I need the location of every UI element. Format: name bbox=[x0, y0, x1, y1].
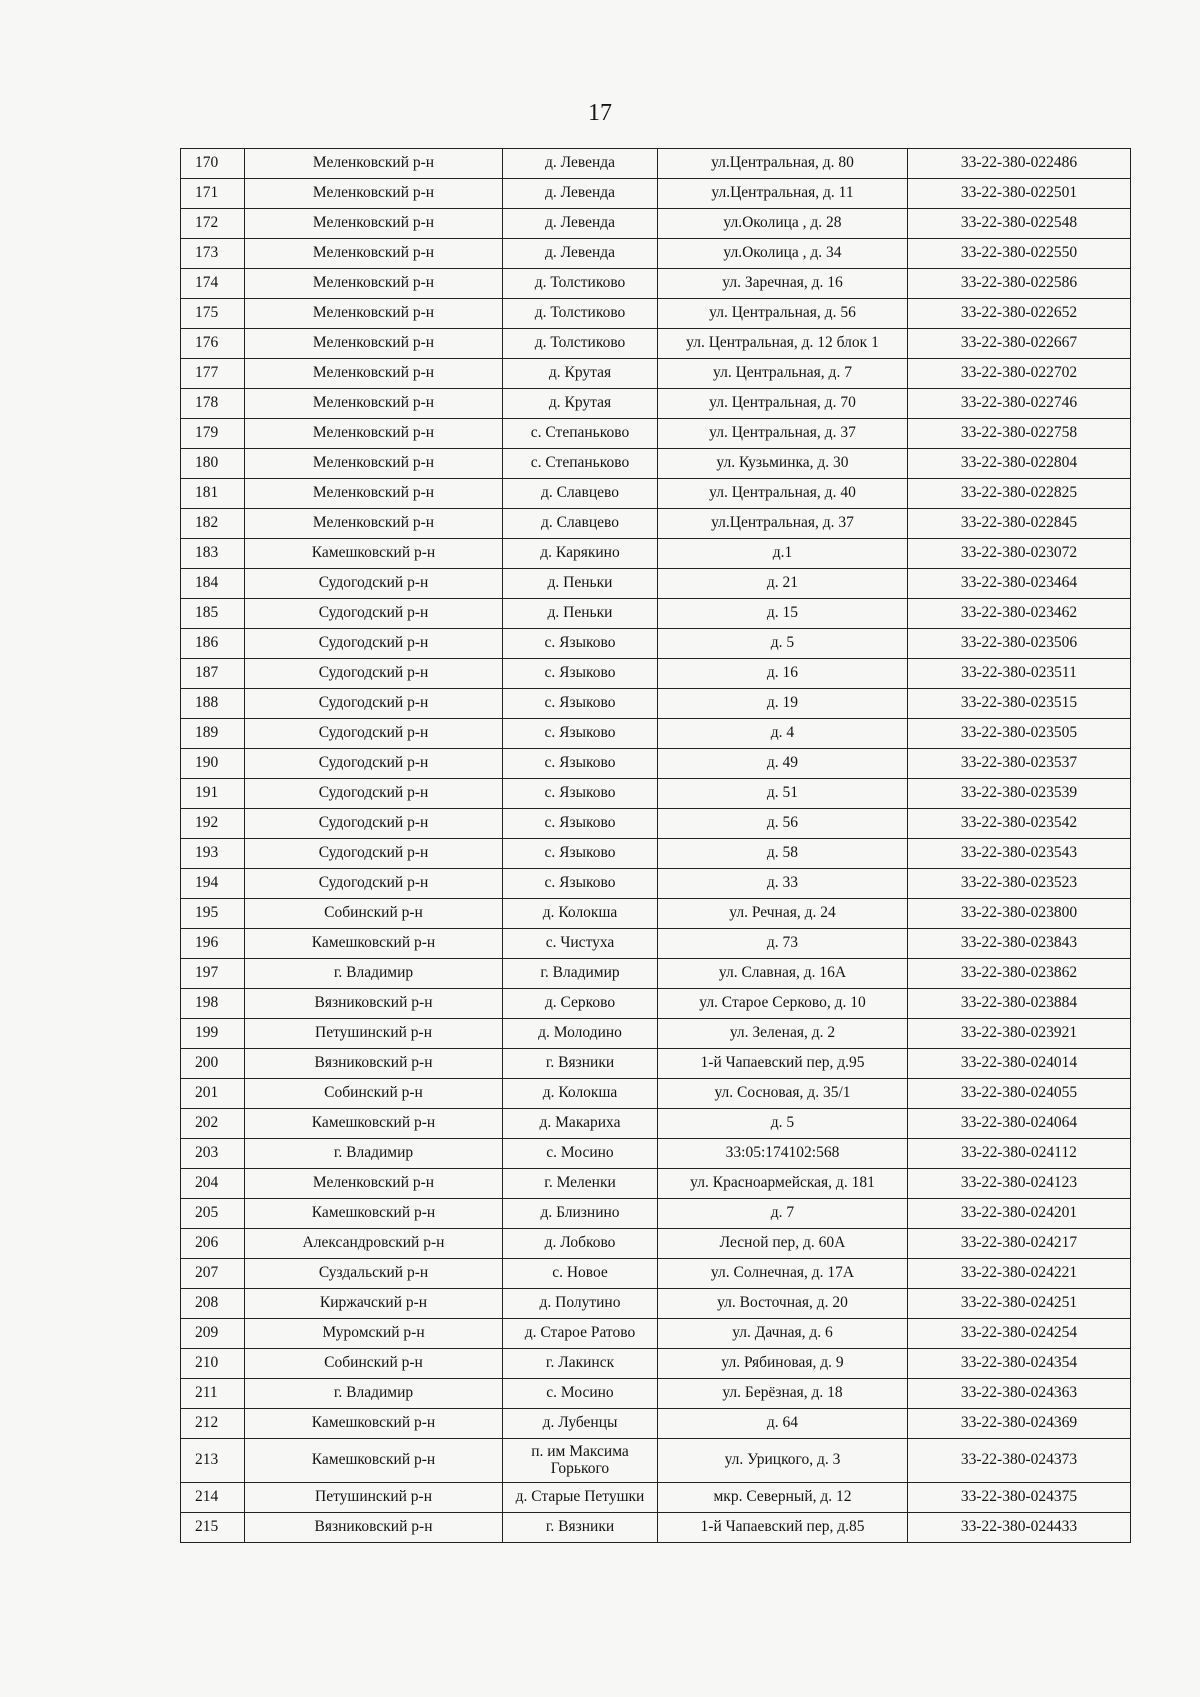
district-cell: Судогодский р-н bbox=[245, 839, 503, 869]
address-cell: д. 33 bbox=[658, 869, 908, 899]
address-cell: ул. Центральная, д. 40 bbox=[658, 479, 908, 509]
settlement-cell: д. Левенда bbox=[503, 239, 658, 269]
district-cell: Судогодский р-н bbox=[245, 659, 503, 689]
district-cell: Меленковский р-н bbox=[245, 299, 503, 329]
address-cell: д. 19 bbox=[658, 689, 908, 719]
record-code-cell: 33-22-380-023462 bbox=[908, 599, 1131, 629]
table-row bbox=[181, 809, 1131, 839]
record-code-cell: 33-22-380-024221 bbox=[908, 1259, 1131, 1289]
district-cell: Судогодский р-н bbox=[245, 569, 503, 599]
table-row bbox=[181, 1169, 1131, 1199]
settlement-cell: д. Крутая bbox=[503, 359, 658, 389]
record-code-cell: 33-22-380-024369 bbox=[908, 1409, 1131, 1439]
record-code-cell: 33-22-380-022501 bbox=[908, 179, 1131, 209]
address-cell: ул. Центральная, д. 37 bbox=[658, 419, 908, 449]
address-cell: ул. Рябиновая, д. 9 bbox=[658, 1349, 908, 1379]
table-row bbox=[181, 239, 1131, 269]
address-cell: ул. Речная, д. 24 bbox=[658, 899, 908, 929]
district-cell: Меленковский р-н bbox=[245, 389, 503, 419]
settlement-cell: д. Лубенцы bbox=[503, 1409, 658, 1439]
settlement-cell: д. Левенда bbox=[503, 209, 658, 239]
address-cell: ул.Центральная, д. 11 bbox=[658, 179, 908, 209]
table-body bbox=[181, 149, 1131, 1543]
record-code-cell: 33-22-380-022702 bbox=[908, 359, 1131, 389]
address-cell: ул. Зеленая, д. 2 bbox=[658, 1019, 908, 1049]
address-cell: ул.Околица , д. 34 bbox=[658, 239, 908, 269]
row-number-cell: 199 bbox=[181, 1019, 245, 1049]
table-row bbox=[181, 629, 1131, 659]
record-code-cell: 33-22-380-023921 bbox=[908, 1019, 1131, 1049]
table-row bbox=[181, 989, 1131, 1019]
district-cell: Камешковский р-н bbox=[245, 1409, 503, 1439]
address-cell: ул.Центральная, д. 80 bbox=[658, 149, 908, 179]
address-cell: д. 15 bbox=[658, 599, 908, 629]
page-number: 17 bbox=[588, 100, 612, 126]
settlement-cell: д. Молодино bbox=[503, 1019, 658, 1049]
row-number-cell: 212 bbox=[181, 1409, 245, 1439]
district-cell: Судогодский р-н bbox=[245, 749, 503, 779]
settlement-cell: г. Меленки bbox=[503, 1169, 658, 1199]
table-row bbox=[181, 149, 1131, 179]
district-cell: г. Владимир bbox=[245, 959, 503, 989]
row-number-cell: 175 bbox=[181, 299, 245, 329]
record-code-cell: 33-22-380-024055 bbox=[908, 1079, 1131, 1109]
district-cell: Меленковский р-н bbox=[245, 419, 503, 449]
row-number-cell: 181 bbox=[181, 479, 245, 509]
record-code-cell: 33-22-380-024354 bbox=[908, 1349, 1131, 1379]
row-number-cell: 210 bbox=[181, 1349, 245, 1379]
row-number-cell: 196 bbox=[181, 929, 245, 959]
record-code-cell: 33-22-380-023884 bbox=[908, 989, 1131, 1019]
district-cell: г. Владимир bbox=[245, 1139, 503, 1169]
table-row bbox=[181, 1049, 1131, 1079]
settlement-cell: с. Степаньково bbox=[503, 449, 658, 479]
table-row bbox=[181, 779, 1131, 809]
district-cell: Судогодский р-н bbox=[245, 629, 503, 659]
district-cell: Судогодский р-н bbox=[245, 599, 503, 629]
district-cell: Судогодский р-н bbox=[245, 719, 503, 749]
address-cell: д. 7 bbox=[658, 1199, 908, 1229]
record-code-cell: 33-22-380-024014 bbox=[908, 1049, 1131, 1079]
row-number-cell: 205 bbox=[181, 1199, 245, 1229]
table-row bbox=[181, 899, 1131, 929]
settlement-cell: д. Лобково bbox=[503, 1229, 658, 1259]
table-row bbox=[181, 479, 1131, 509]
row-number-cell: 176 bbox=[181, 329, 245, 359]
settlement-cell: с. Новое bbox=[503, 1259, 658, 1289]
table-row bbox=[181, 509, 1131, 539]
record-code-cell: 33-22-380-024201 bbox=[908, 1199, 1131, 1229]
table-row bbox=[181, 209, 1131, 239]
settlement-cell: д. Серково bbox=[503, 989, 658, 1019]
record-code-cell: 33-22-380-023506 bbox=[908, 629, 1131, 659]
row-number-cell: 180 bbox=[181, 449, 245, 479]
row-number-cell: 184 bbox=[181, 569, 245, 599]
table-row bbox=[181, 1289, 1131, 1319]
settlement-cell: д. Толстиково bbox=[503, 269, 658, 299]
address-cell: ул. Центральная, д. 70 bbox=[658, 389, 908, 419]
district-cell: Собинский р-н bbox=[245, 1349, 503, 1379]
record-code-cell: 33-22-380-023843 bbox=[908, 929, 1131, 959]
district-cell: Александровский р-н bbox=[245, 1229, 503, 1259]
table-row bbox=[181, 869, 1131, 899]
record-code-cell: 33-22-380-024363 bbox=[908, 1379, 1131, 1409]
row-number-cell: 198 bbox=[181, 989, 245, 1019]
settlement-cell: д. Макариха bbox=[503, 1109, 658, 1139]
address-cell: ул. Центральная, д. 56 bbox=[658, 299, 908, 329]
address-cell: ул. Красноармейская, д. 181 bbox=[658, 1169, 908, 1199]
settlement-cell: г. Вязники bbox=[503, 1049, 658, 1079]
settlement-cell: д. Старые Петушки bbox=[503, 1483, 658, 1513]
row-number-cell: 194 bbox=[181, 869, 245, 899]
record-code-cell: 33-22-380-023505 bbox=[908, 719, 1131, 749]
address-cell: ул. Сосновая, д. 35/1 bbox=[658, 1079, 908, 1109]
settlement-cell: д. Карякино bbox=[503, 539, 658, 569]
record-code-cell: 33-22-380-023539 bbox=[908, 779, 1131, 809]
record-code-cell: 33-22-380-023800 bbox=[908, 899, 1131, 929]
district-cell: Меленковский р-н bbox=[245, 269, 503, 299]
record-code-cell: 33-22-380-024375 bbox=[908, 1483, 1131, 1513]
settlement-cell: д. Колокша bbox=[503, 1079, 658, 1109]
settlement-cell: с. Мосино bbox=[503, 1139, 658, 1169]
table-row bbox=[181, 839, 1131, 869]
address-cell: Лесной пер, д. 60А bbox=[658, 1229, 908, 1259]
row-number-cell: 215 bbox=[181, 1513, 245, 1543]
settlement-cell: с. Языково bbox=[503, 839, 658, 869]
record-code-cell: 33-22-380-024064 bbox=[908, 1109, 1131, 1139]
table-row bbox=[181, 1379, 1131, 1409]
settlement-cell: г. Лакинск bbox=[503, 1349, 658, 1379]
address-cell: д. 73 bbox=[658, 929, 908, 959]
row-number-cell: 171 bbox=[181, 179, 245, 209]
settlement-cell: с. Степаньково bbox=[503, 419, 658, 449]
address-cell: ул. Солнечная, д. 17А bbox=[658, 1259, 908, 1289]
district-cell: Вязниковский р-н bbox=[245, 1513, 503, 1543]
address-cell: ул.Околица , д. 28 bbox=[658, 209, 908, 239]
address-cell: д. 21 bbox=[658, 569, 908, 599]
district-cell: Камешковский р-н bbox=[245, 539, 503, 569]
district-cell: Собинский р-н bbox=[245, 899, 503, 929]
settlement-cell: д. Крутая bbox=[503, 389, 658, 419]
district-cell: Меленковский р-н bbox=[245, 509, 503, 539]
address-cell: д. 51 bbox=[658, 779, 908, 809]
row-number-cell: 173 bbox=[181, 239, 245, 269]
row-number-cell: 213 bbox=[181, 1439, 245, 1483]
settlement-cell: г. Владимир bbox=[503, 959, 658, 989]
record-code-cell: 33-22-380-023542 bbox=[908, 809, 1131, 839]
table-row bbox=[181, 929, 1131, 959]
row-number-cell: 204 bbox=[181, 1169, 245, 1199]
settlement-cell: д. Колокша bbox=[503, 899, 658, 929]
row-number-cell: 203 bbox=[181, 1139, 245, 1169]
table-row bbox=[181, 689, 1131, 719]
record-code-cell: 33-22-380-023537 bbox=[908, 749, 1131, 779]
address-cell: д. 4 bbox=[658, 719, 908, 749]
address-cell: 1-й Чапаевский пер, д.85 bbox=[658, 1513, 908, 1543]
record-code-cell: 33-22-380-022550 bbox=[908, 239, 1131, 269]
row-number-cell: 192 bbox=[181, 809, 245, 839]
address-cell: ул. Славная, д. 16А bbox=[658, 959, 908, 989]
settlement-cell: с. Чистуха bbox=[503, 929, 658, 959]
record-code-cell: 33-22-380-022804 bbox=[908, 449, 1131, 479]
settlement-cell: д. Пеньки bbox=[503, 569, 658, 599]
address-cell: ул. Заречная, д. 16 bbox=[658, 269, 908, 299]
address-cell: ул. Дачная, д. 6 bbox=[658, 1319, 908, 1349]
row-number-cell: 185 bbox=[181, 599, 245, 629]
district-cell: Камешковский р-н bbox=[245, 1199, 503, 1229]
table-row bbox=[181, 1483, 1131, 1513]
district-cell: Камешковский р-н bbox=[245, 1439, 503, 1483]
address-cell: ул. Берёзная, д. 18 bbox=[658, 1379, 908, 1409]
district-cell: Вязниковский р-н bbox=[245, 989, 503, 1019]
settlement-cell: с. Языково bbox=[503, 869, 658, 899]
district-cell: Меленковский р-н bbox=[245, 1169, 503, 1199]
settlement-cell: д. Толстиково bbox=[503, 329, 658, 359]
settlement-cell: д. Левенда bbox=[503, 179, 658, 209]
settlement-cell: д. Левенда bbox=[503, 149, 658, 179]
row-number-cell: 202 bbox=[181, 1109, 245, 1139]
row-number-cell: 211 bbox=[181, 1379, 245, 1409]
record-code-cell: 33-22-380-023543 bbox=[908, 839, 1131, 869]
table-row bbox=[181, 1439, 1131, 1483]
table-row bbox=[181, 1259, 1131, 1289]
address-cell: ул. Центральная, д. 7 bbox=[658, 359, 908, 389]
record-code-cell: 33-22-380-024254 bbox=[908, 1319, 1131, 1349]
address-cell: д. 58 bbox=[658, 839, 908, 869]
settlement-cell: с. Языково bbox=[503, 779, 658, 809]
record-code-cell: 33-22-380-022486 bbox=[908, 149, 1131, 179]
district-cell: Меленковский р-н bbox=[245, 359, 503, 389]
settlement-cell: с. Языково bbox=[503, 719, 658, 749]
district-cell: Меленковский р-н bbox=[245, 329, 503, 359]
row-number-cell: 191 bbox=[181, 779, 245, 809]
address-cell: д. 5 bbox=[658, 629, 908, 659]
record-code-cell: 33-22-380-024433 bbox=[908, 1513, 1131, 1543]
district-cell: Меленковский р-н bbox=[245, 149, 503, 179]
settlement-cell: д. Полутино bbox=[503, 1289, 658, 1319]
row-number-cell: 187 bbox=[181, 659, 245, 689]
table-row bbox=[181, 1513, 1131, 1543]
table-row bbox=[181, 1019, 1131, 1049]
settlement-cell: с. Мосино bbox=[503, 1379, 658, 1409]
table-row bbox=[181, 1199, 1131, 1229]
row-number-cell: 178 bbox=[181, 389, 245, 419]
row-number-cell: 207 bbox=[181, 1259, 245, 1289]
settlement-cell: с. Языково bbox=[503, 809, 658, 839]
table-row bbox=[181, 959, 1131, 989]
record-code-cell: 33-22-380-022548 bbox=[908, 209, 1131, 239]
district-cell: Вязниковский р-н bbox=[245, 1049, 503, 1079]
district-cell: Меленковский р-н bbox=[245, 479, 503, 509]
table-row bbox=[181, 449, 1131, 479]
row-number-cell: 170 bbox=[181, 149, 245, 179]
row-number-cell: 197 bbox=[181, 959, 245, 989]
table-row bbox=[181, 389, 1131, 419]
row-number-cell: 206 bbox=[181, 1229, 245, 1259]
record-code-cell: 33-22-380-023511 bbox=[908, 659, 1131, 689]
table-row bbox=[181, 1319, 1131, 1349]
record-code-cell: 33-22-380-024123 bbox=[908, 1169, 1131, 1199]
address-cell: мкр. Северный, д. 12 bbox=[658, 1483, 908, 1513]
district-cell: г. Владимир bbox=[245, 1379, 503, 1409]
table-row bbox=[181, 1079, 1131, 1109]
address-cell: д.1 bbox=[658, 539, 908, 569]
row-number-cell: 208 bbox=[181, 1289, 245, 1319]
settlement-cell: д. Толстиково bbox=[503, 299, 658, 329]
district-cell: Собинский р-н bbox=[245, 1079, 503, 1109]
settlement-cell: с. Языково bbox=[503, 659, 658, 689]
address-cell: д. 5 bbox=[658, 1109, 908, 1139]
address-cell: ул. Центральная, д. 12 блок 1 bbox=[658, 329, 908, 359]
table-row bbox=[181, 1109, 1131, 1139]
row-number-cell: 200 bbox=[181, 1049, 245, 1079]
table-row bbox=[181, 329, 1131, 359]
district-cell: Меленковский р-н bbox=[245, 449, 503, 479]
record-code-cell: 33-22-380-022845 bbox=[908, 509, 1131, 539]
row-number-cell: 174 bbox=[181, 269, 245, 299]
address-cell: ул.Центральная, д. 37 bbox=[658, 509, 908, 539]
record-code-cell: 33-22-380-023862 bbox=[908, 959, 1131, 989]
settlement-cell: д. Старое Ратово bbox=[503, 1319, 658, 1349]
district-cell: Суздальский р-н bbox=[245, 1259, 503, 1289]
district-cell: Меленковский р-н bbox=[245, 209, 503, 239]
row-number-cell: 209 bbox=[181, 1319, 245, 1349]
table-row bbox=[181, 269, 1131, 299]
record-code-cell: 33-22-380-024217 bbox=[908, 1229, 1131, 1259]
row-number-cell: 188 bbox=[181, 689, 245, 719]
record-code-cell: 33-22-380-023072 bbox=[908, 539, 1131, 569]
table-row bbox=[181, 539, 1131, 569]
settlement-cell: д. Славцево bbox=[503, 509, 658, 539]
settlement-cell: с. Языково bbox=[503, 749, 658, 779]
table-row bbox=[181, 359, 1131, 389]
record-code-cell: 33-22-380-022825 bbox=[908, 479, 1131, 509]
district-cell: Судогодский р-н bbox=[245, 869, 503, 899]
table-row bbox=[181, 749, 1131, 779]
table-row bbox=[181, 299, 1131, 329]
table-row bbox=[181, 659, 1131, 689]
row-number-cell: 193 bbox=[181, 839, 245, 869]
district-cell: Петушинский р-н bbox=[245, 1019, 503, 1049]
settlement-cell: д. Близнино bbox=[503, 1199, 658, 1229]
record-code-cell: 33-22-380-022667 bbox=[908, 329, 1131, 359]
record-code-cell: 33-22-380-023515 bbox=[908, 689, 1131, 719]
row-number-cell: 182 bbox=[181, 509, 245, 539]
table-row bbox=[181, 1409, 1131, 1439]
address-cell: ул. Кузьминка, д. 30 bbox=[658, 449, 908, 479]
record-code-cell: 33-22-380-024373 bbox=[908, 1439, 1131, 1483]
settlement-cell: п. им Максима Горького bbox=[503, 1439, 658, 1483]
row-number-cell: 189 bbox=[181, 719, 245, 749]
record-code-cell: 33-22-380-023523 bbox=[908, 869, 1131, 899]
district-cell: Судогодский р-н bbox=[245, 689, 503, 719]
table-row bbox=[181, 599, 1131, 629]
settlement-cell: д. Славцево bbox=[503, 479, 658, 509]
address-cell: д. 56 bbox=[658, 809, 908, 839]
district-cell: Камешковский р-н bbox=[245, 1109, 503, 1139]
row-number-cell: 183 bbox=[181, 539, 245, 569]
row-number-cell: 186 bbox=[181, 629, 245, 659]
address-cell: д. 16 bbox=[658, 659, 908, 689]
record-code-cell: 33-22-380-022746 bbox=[908, 389, 1131, 419]
row-number-cell: 214 bbox=[181, 1483, 245, 1513]
district-cell: Камешковский р-н bbox=[245, 929, 503, 959]
table-row bbox=[181, 1349, 1131, 1379]
address-cell: ул. Старое Серково, д. 10 bbox=[658, 989, 908, 1019]
district-cell: Судогодский р-н bbox=[245, 809, 503, 839]
address-cell: 33:05:174102:568 bbox=[658, 1139, 908, 1169]
table-row bbox=[181, 1139, 1131, 1169]
address-cell: д. 49 bbox=[658, 749, 908, 779]
settlement-cell: г. Вязники bbox=[503, 1513, 658, 1543]
row-number-cell: 190 bbox=[181, 749, 245, 779]
record-code-cell: 33-22-380-024251 bbox=[908, 1289, 1131, 1319]
record-code-cell: 33-22-380-022652 bbox=[908, 299, 1131, 329]
row-number-cell: 177 bbox=[181, 359, 245, 389]
district-cell: Муромский р-н bbox=[245, 1319, 503, 1349]
settlement-cell: с. Языково bbox=[503, 629, 658, 659]
table-row bbox=[181, 1229, 1131, 1259]
record-code-cell: 33-22-380-022586 bbox=[908, 269, 1131, 299]
records-table bbox=[180, 148, 1131, 1543]
table-row bbox=[181, 419, 1131, 449]
district-cell: Судогодский р-н bbox=[245, 779, 503, 809]
address-cell: д. 64 bbox=[658, 1409, 908, 1439]
table-row bbox=[181, 719, 1131, 749]
district-cell: Меленковский р-н bbox=[245, 179, 503, 209]
district-cell: Петушинский р-н bbox=[245, 1483, 503, 1513]
address-cell: ул. Урицкого, д. 3 bbox=[658, 1439, 908, 1483]
row-number-cell: 195 bbox=[181, 899, 245, 929]
district-cell: Киржачский р-н bbox=[245, 1289, 503, 1319]
table-row bbox=[181, 179, 1131, 209]
record-code-cell: 33-22-380-022758 bbox=[908, 419, 1131, 449]
settlement-cell: с. Языково bbox=[503, 689, 658, 719]
address-cell: ул. Восточная, д. 20 bbox=[658, 1289, 908, 1319]
settlement-cell: д. Пеньки bbox=[503, 599, 658, 629]
district-cell: Меленковский р-н bbox=[245, 239, 503, 269]
address-cell: 1-й Чапаевский пер, д.95 bbox=[658, 1049, 908, 1079]
row-number-cell: 179 bbox=[181, 419, 245, 449]
record-code-cell: 33-22-380-023464 bbox=[908, 569, 1131, 599]
record-code-cell: 33-22-380-024112 bbox=[908, 1139, 1131, 1169]
row-number-cell: 172 bbox=[181, 209, 245, 239]
row-number-cell: 201 bbox=[181, 1079, 245, 1109]
table-row bbox=[181, 569, 1131, 599]
